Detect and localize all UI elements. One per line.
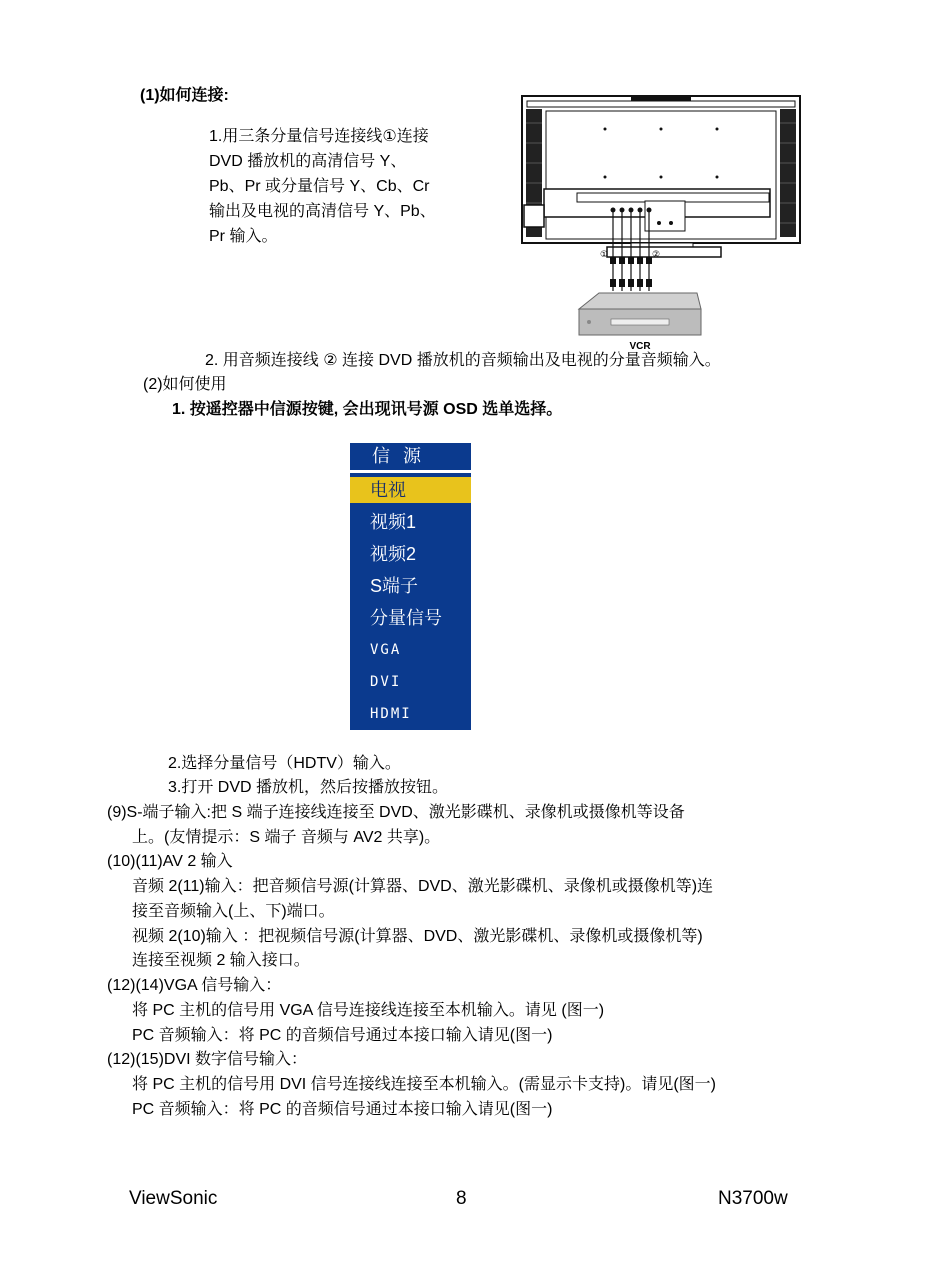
footer-brand: ViewSonic	[129, 1188, 218, 1209]
osd-title-divider	[350, 470, 471, 473]
mark-cable-1: ①	[600, 250, 609, 260]
section-heading-usage: (2)如何使用	[143, 376, 227, 393]
dvi-input-heading: (12)(15)DVI 数字信号输入：	[107, 1051, 308, 1068]
osd-item-tv[interactable]: 电视	[350, 477, 471, 503]
usage-step2-text: 2.选择分量信号（HDTV）输入。	[168, 755, 401, 772]
vga-input-line2: PC 音频输入：将 PC 的音频信号通过本接口输入请见(图一)	[132, 1027, 553, 1044]
av2-audio-line2: 接至音频输入(上、下)端口。	[132, 903, 335, 920]
av2-video-line1: 视频 2(10)输入 ：把视频信号源(计算器、DVD、激光影碟机、录像机或摄像机等)	[132, 928, 703, 945]
osd-item-s-video[interactable]: S端子	[370, 576, 419, 596]
av2-video-line2: 连接至视频 2 输入接口。	[132, 952, 310, 969]
svideo-input-line2: 上。(友情提示：S 端子 音频与 AV2 共享)。	[132, 829, 441, 846]
dvi-input-line1: 将 PC 主机的信号用 DVI 信号连接线连接至本机输入。(需显示卡支持)。请见(图一)	[132, 1076, 716, 1093]
vga-input-heading: (12)(14)VGA 信号输入：	[107, 977, 282, 994]
svideo-input-line1: (9)S-端子输入:把 S 端子连接线连接至 DVD、激光影碟机、录像机或摄像机等设备	[107, 804, 685, 821]
osd-menu-title: 信 源	[350, 443, 471, 469]
section-heading-connect: (1)如何连接:	[140, 87, 229, 104]
step1-line: DVD 播放机的高清信号 Y、	[209, 153, 407, 170]
tv-connection-diagram	[519, 93, 803, 355]
av2-audio-line1: 音频 2(11)输入：把音频信号源(计算器、DVD、激光影碟机、录像机或摄像机等)连	[132, 878, 714, 895]
dvd-player-top	[579, 293, 701, 309]
mark-cable-2: ②	[652, 250, 661, 260]
osd-source-menu	[350, 443, 471, 730]
step1-line: Pb、Pr 或分量信号 Y、Cb、Cr	[209, 178, 430, 195]
tv-stand	[607, 247, 721, 257]
usage-step1-text: 1. 按遥控器中信源按键, 会出现讯号源 OSD 选单选择。	[172, 401, 563, 418]
step1-line: Pr 输入。	[209, 228, 278, 245]
dvi-input-line2: PC 音频输入：将 PC 的音频信号通过本接口输入请见(图一)	[132, 1101, 553, 1118]
osd-item-vga[interactable]: VGA	[370, 642, 402, 658]
diagram-label-vcr: VCR	[629, 341, 651, 352]
av2-input-heading: (10)(11)AV 2 输入	[107, 853, 233, 870]
usage-step3-text: 3.打开 DVD 播放机，然后按播放按钮。	[168, 779, 449, 796]
osd-item-component[interactable]: 分量信号	[370, 608, 442, 628]
step2-connect-text: 2. 用音频连接线 ② 连接 DVD 播放机的音频输出及电视的分量音频输入。	[205, 352, 721, 369]
step1-line: 输出及电视的高清信号 Y、Pb、	[209, 203, 436, 220]
right-speaker-grille	[780, 109, 796, 237]
footer-page-number: 8	[456, 1188, 467, 1209]
footer-model: N3700w	[718, 1188, 788, 1209]
step1-line: 1.用三条分量信号连接线①连接	[209, 128, 429, 145]
osd-item-video2[interactable]: 视频2	[370, 544, 417, 564]
osd-item-video1[interactable]: 视频1	[370, 512, 417, 532]
vga-input-line1: 将 PC 主机的信号用 VGA 信号连接线连接至本机输入。请见 (图一)	[132, 1002, 605, 1019]
osd-item-dvi[interactable]: DVI	[370, 674, 402, 690]
osd-item-hdmi[interactable]: HDMI	[370, 706, 412, 722]
